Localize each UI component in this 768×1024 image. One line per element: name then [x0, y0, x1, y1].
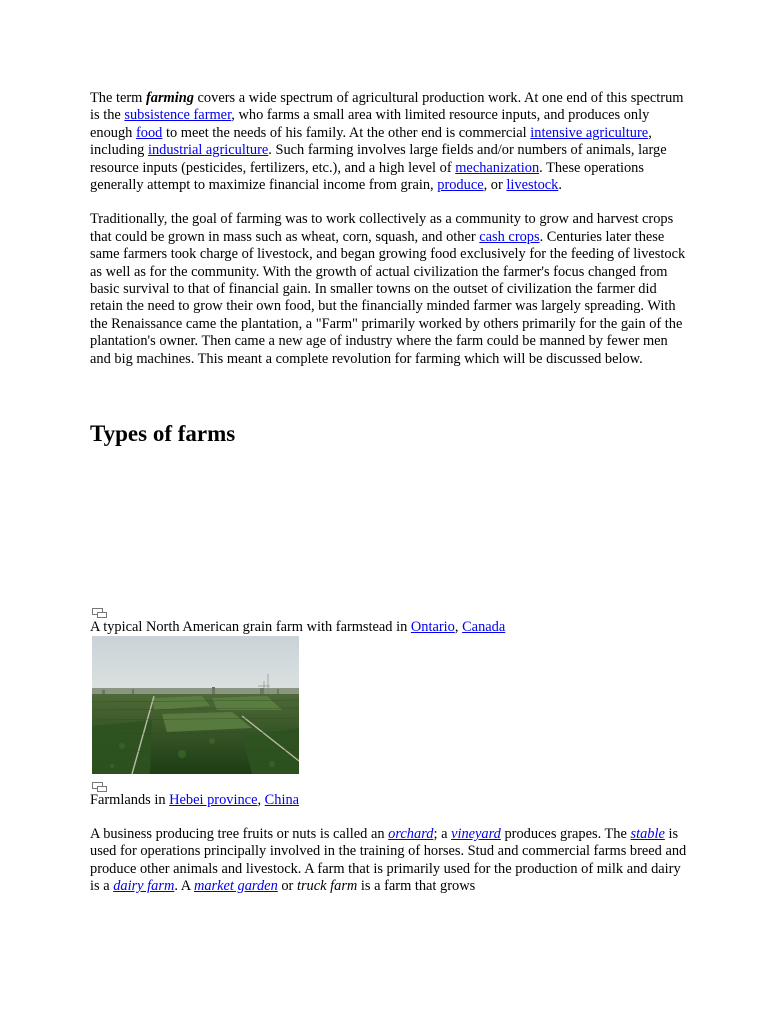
paragraph-farm-types [90, 826, 690, 896]
text: is used for operations principally involved in the training of horses. Stud and commercial farms breed and produce other animals and livestock. A farm that is primarily used for the production of milk and dairy is a [90, 826, 687, 895]
link-produce[interactable]: produce [437, 177, 484, 194]
paragraph-farming-intro [90, 90, 690, 194]
link-hebei-province[interactable]: Hebei province [169, 792, 258, 808]
text: covers a wide spectrum of agricultural production work. At one end of this spectrum is the [90, 90, 684, 124]
text: ; a [433, 826, 452, 842]
term-farming: farming [145, 90, 194, 106]
enlarge-icon[interactable] [92, 608, 106, 617]
text: . These operations generally attempt to maximize financial income from grain, [90, 159, 644, 194]
link-subsistence-farmer[interactable]: subsistence farmer [124, 107, 232, 124]
link-industrial-agriculture[interactable]: industrial agriculture [147, 142, 269, 159]
paragraph-history [90, 211, 690, 368]
link-dairy-farm[interactable]: dairy farm [113, 878, 175, 895]
text: A typical North American grain farm with farmstead in [90, 619, 411, 635]
text: , [257, 792, 265, 808]
text: A business producing tree fruits or nuts is called an [90, 826, 389, 842]
link-food[interactable]: food [135, 124, 163, 141]
document-page [90, 90, 690, 895]
text: . Centuries later these same farmers took charge of livestock, and began growing food exclusively for the feeding of livestock as well as for the community. With the growth of actual civilization the farmer's focus changed from basic survival to that of financial gain. In smaller towns on the outset of civilization the farmer did retain the need to grow their own food, but the financially minded farmer was largely spreading. With the Renaissance came the plantation, a "Farm" primarily worked by others primarily for the gain of the plantation's owner. Then came a new age of industry where the farm could be manned by fewer men and big machines. This meant a complete revolution for farming which will be discussed below. [90, 228, 686, 367]
text: . Such farming involves large fields and/or numbers of animals, large resource inputs (pesticides, fertilizers, etc.), and a high level of [90, 142, 667, 176]
text: Traditionally, the goal of farming was to work collectively as a community to grow and harvest crops that could be grown in mass such as wheat, corn, squash, and other [90, 211, 674, 245]
text: , [454, 619, 463, 635]
text: The term [90, 90, 146, 106]
section-heading-types-of-farms: Types of farms [90, 421, 236, 446]
text: to meet the needs of his family. At the other end is commercial [162, 124, 531, 141]
enlarge-icon[interactable] [92, 782, 106, 791]
figure-caption-grain-farm [90, 619, 505, 636]
figure-caption-hebei [90, 792, 299, 809]
link-livestock[interactable]: livestock [506, 177, 559, 194]
link-canada[interactable]: Canada [462, 619, 506, 635]
farmland-image [92, 636, 299, 774]
text: , including [90, 124, 652, 159]
link-china[interactable]: China [264, 792, 300, 808]
link-stable[interactable]: stable [630, 826, 665, 842]
text: Farmlands in [90, 792, 170, 808]
link-orchard[interactable]: orchard [388, 826, 434, 842]
farmland-photo[interactable] [92, 636, 299, 774]
link-ontario[interactable]: Ontario [410, 619, 455, 635]
text: , or [483, 177, 507, 194]
text: is a farm that grows [357, 878, 476, 895]
term-truck-farm: truck farm [296, 878, 358, 895]
text: , who farms a small area with limited resource inputs, and produces only enough [90, 107, 650, 141]
link-market-garden[interactable]: market garden [193, 878, 278, 895]
text: . A [174, 878, 194, 895]
link-mechanization[interactable]: mechanization [455, 159, 540, 176]
text: or [277, 878, 297, 895]
link-cash-crops[interactable]: cash crops [479, 228, 540, 245]
link-vineyard[interactable]: vineyard [451, 826, 501, 842]
text: produces grapes. The [500, 826, 631, 842]
text: . [558, 177, 562, 194]
link-intensive-agriculture[interactable]: intensive agriculture [530, 124, 649, 141]
